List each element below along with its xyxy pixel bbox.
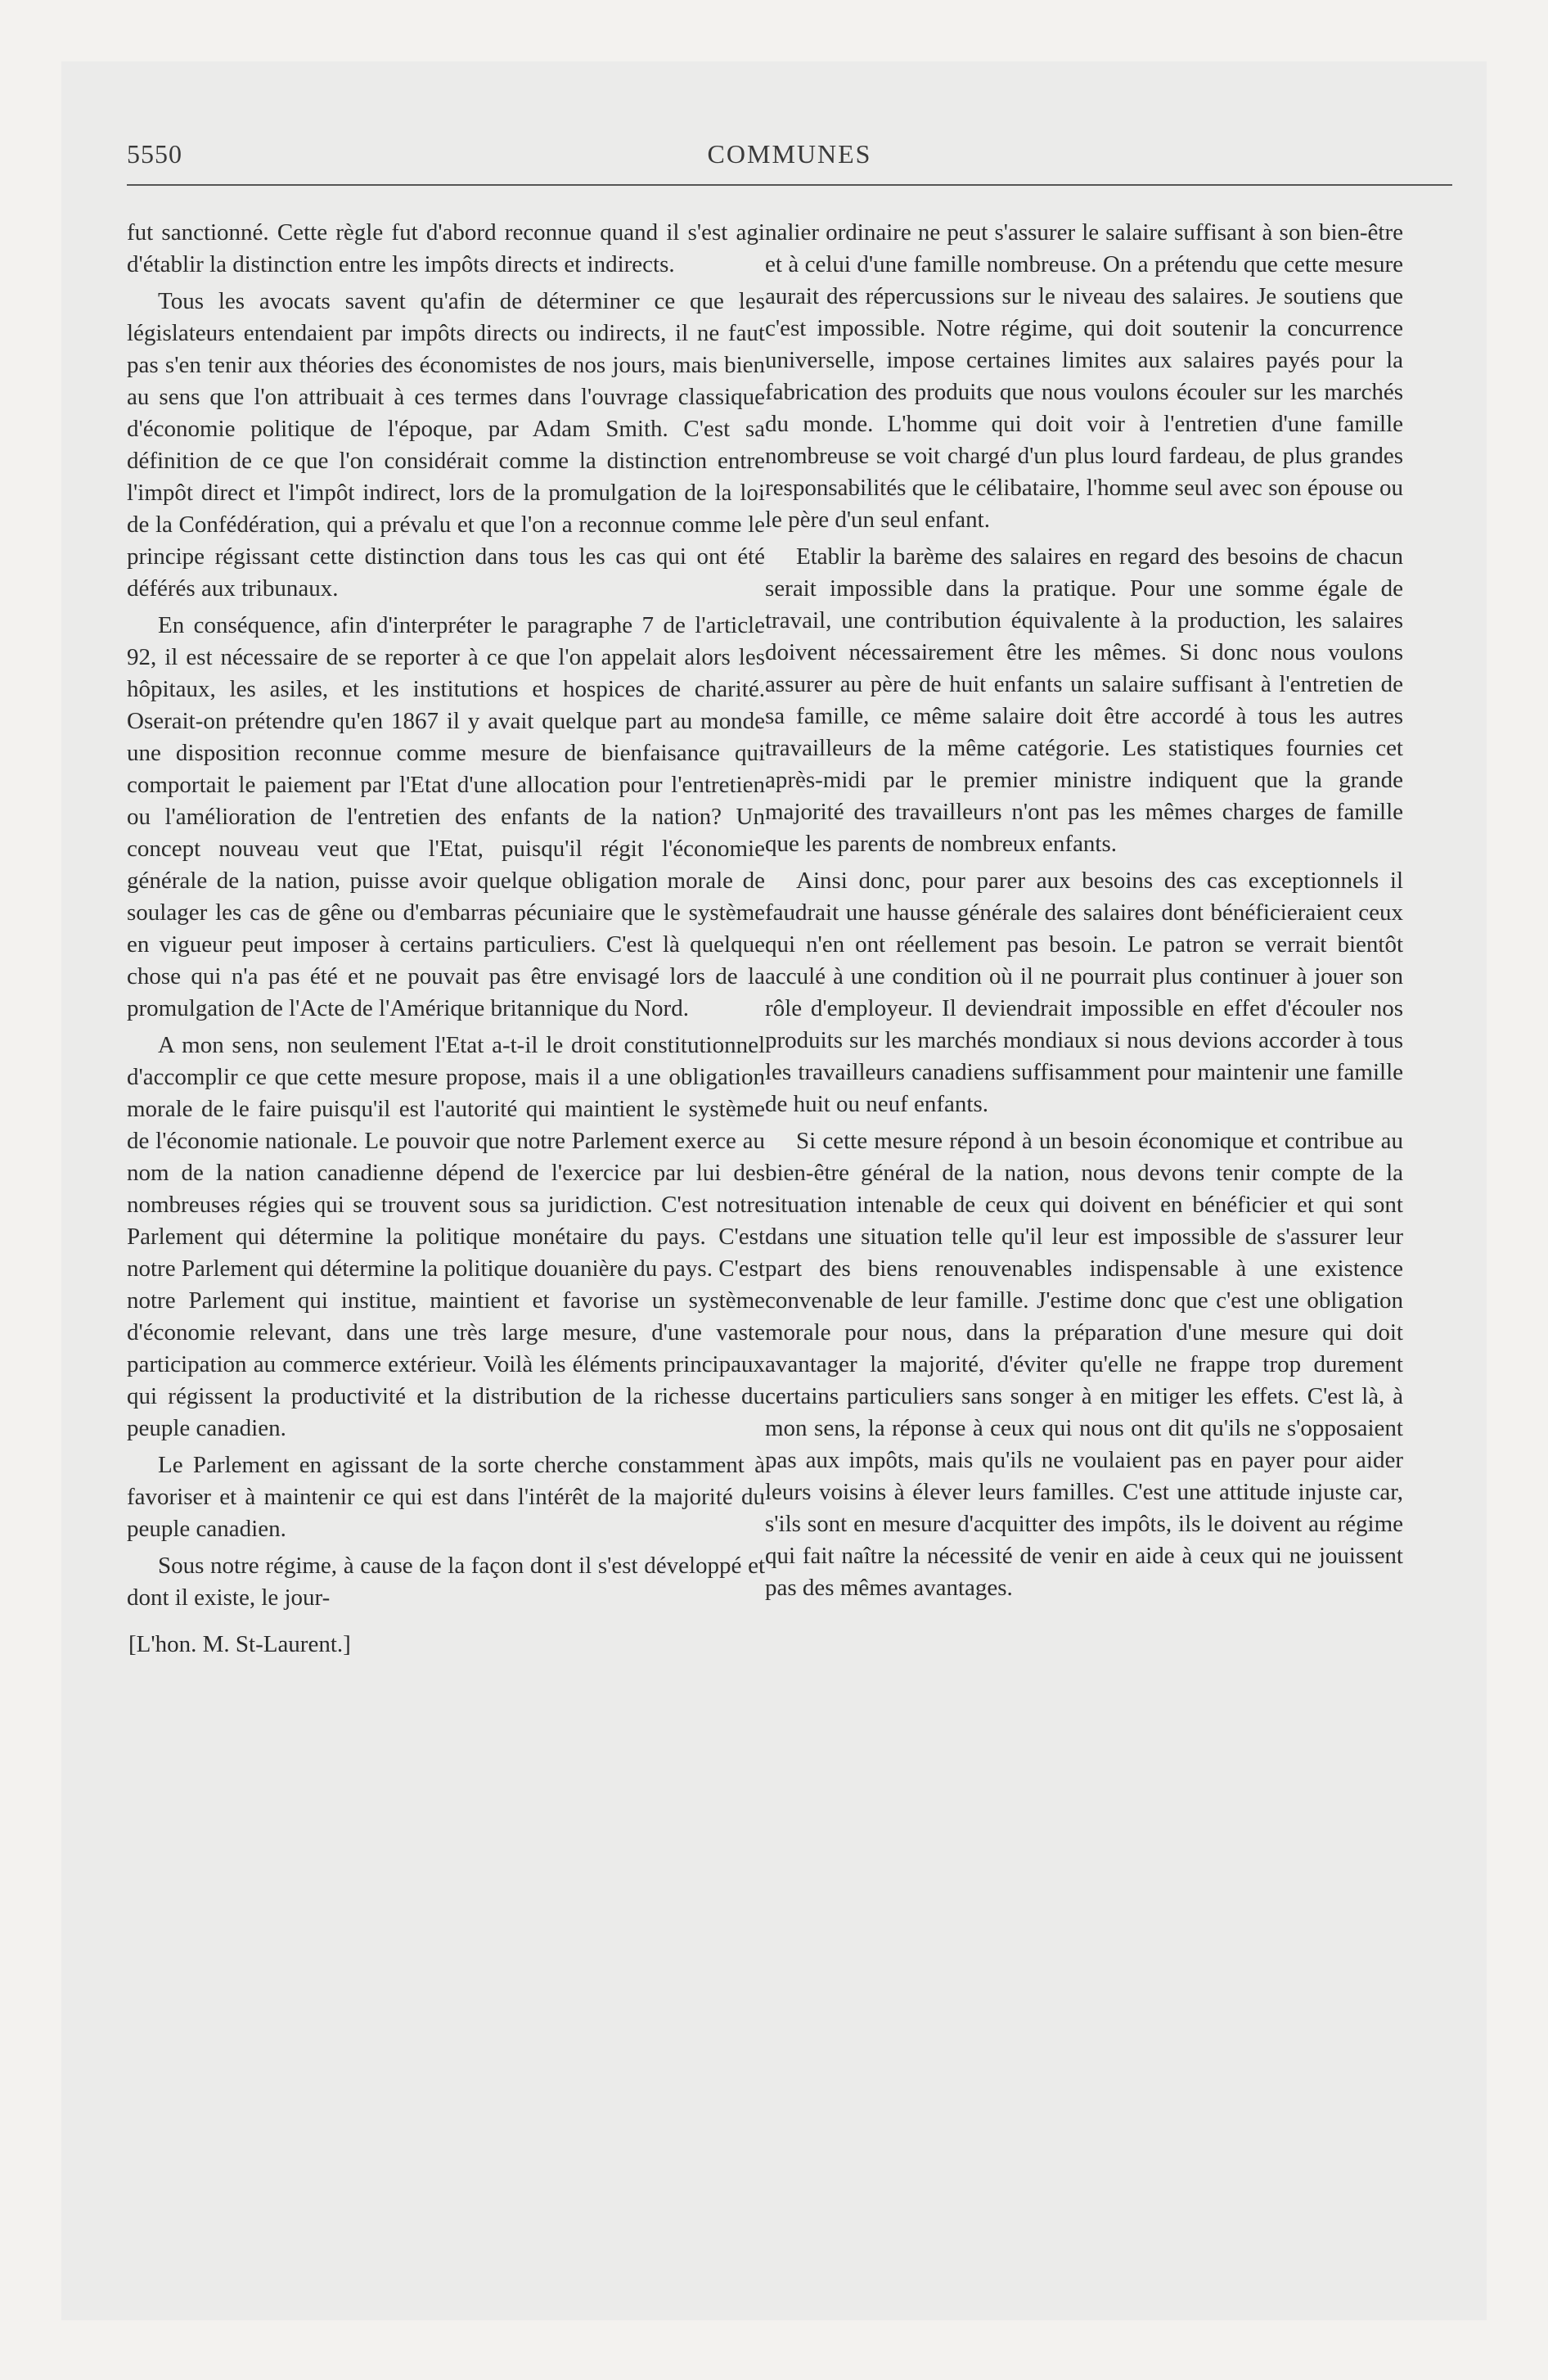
page-number: 5550 (127, 139, 182, 169)
paragraph: nalier ordinaire ne peut s'assurer le salaire suffisant à son bien-être et à celui d'une famille nombreuse. On a prétendu que cette mesure aurait des répercussions sur le niveau des salaires. Je soutiens que c'est impossible. Notre régime, qui doit soutenir la concurrence universelle, impose certaines limites aux salaires payés pour la fabrication des produits que nous voulons écouler sur les marchés du monde. L'homme qui doit voir à l'entretien d'une famille nombreuse se voit chargé d'un plus lourd fardeau, de plus grandes responsabilités que le célibataire, l'homme seul avec son épouse ou le père d'un seul enfant. (765, 219, 1403, 533)
document-page (61, 61, 1487, 2320)
paragraph: Si cette mesure répond à un besoin économique et contribue au bien-être général de la nation, nous devons tenir compte de la situation intenable de ceux qui doivent en bénéficier et qui sont dans une situation telle qu'il leur est impossible de s'assurer leur part des biens renouvenables indispensable à une existence convenable de leur famille. J'estime donc que c'est une obligation morale pour nous, dans la préparation d'une mesure qui doit avantager la majorité, d'éviter qu'elle ne frappe trop durement certains particuliers sans songer à en mitiger les effets. C'est là, à mon sens, la réponse à ceux qui nous ont dit qu'ils ne s'opposaient pas aux impôts, mais qu'ils ne voulaient pas en payer pour aider leurs voisins à élever leurs familles. C'est une attitude injuste car, s'ils sont en mesure d'acquitter des impôts, ils le doivent au régime qui fait naître la nécessité de venir en aide à ceux qui ne jouissent pas des mêmes avantages. (765, 1128, 1403, 1601)
paragraph: A mon sens, non seulement l'Etat a-t-il le droit constitutionnel d'accomplir ce que cette mesure propose, mais il a une obligation morale de le faire puisqu'il est l'autorité qui maintient le système de l'économie nationale. Le pouvoir que notre Parlement exerce au nom de la nation canadienne dépend de l'exercice par lui des nombreuses régies qui se trouvent sous sa juridiction. C'est notre Parlement qui détermine la politique monétaire du pays. C'est notre Parlement qui détermine la politique douanière du pays. C'est notre Parlement qui institue, maintient et favorise un système d'économie relevant, dans une très large mesure, d'une vaste participation au commerce extérieur. Voilà les éléments principaux qui régissent la productivité et la distribution de la richesse du peuple canadien. (127, 1032, 765, 1441)
paragraph: En conséquence, afin d'interpréter le paragraphe 7 de l'article 92, il est nécessaire de se reporter à ce que l'on appelait alors les hôpitaux, les asiles, et les institutions et hospices de charité. Oserait-on prétendre qu'en 1867 il y avait quelque part au monde une disposition reconnue comme mesure de bienfaisance qui comportait le paiement par l'Etat d'une allocation pour l'entretien ou l'amélioration de l'entretien des enfants de la nation? Un concept nouveau veut que l'Etat, puisqu'il régit l'économie générale de la nation, puisse avoir quelque obligation morale de soulager les cas de gêne ou d'embarras pécuniaire que le système en vigueur peut imposer à certains particuliers. C'est là quelque chose qui n'a pas été et ne pouvait pas être envisagé lors de la promulgation de l'Acte de l'Amérique britannique du Nord. (127, 612, 765, 1021)
paragraph: Etablir la barème des salaires en regard des besoins de chacun serait impossible dans la pratique. Pour une somme égale de travail, une contribution équivalente à la production, les salaires doivent nécessairement être les mêmes. Si donc nous voulons assurer au père de huit enfants un salaire suffisant à l'entretien de sa famille, ce même salaire doit être accordé à tous les autres travailleurs de la même catégorie. Les statistiques fournies cet après-midi par le premier ministre indiquent que la grande majorité des travailleurs n'ont pas les mêmes charges de famille que les parents de nombreux enfants. (765, 543, 1403, 857)
left-column (127, 217, 765, 1661)
header-rule (127, 184, 1452, 186)
paragraph: Tous les avocats savent qu'afin de déterminer ce que les législateurs entendaient par impôts directs ou indirects, il ne faut pas s'en tenir aux théories des économistes de nos jours, mais bien au sens que l'on attribuait à ces termes dans l'ouvrage classique d'économie politique de l'époque, par Adam Smith. C'est sa définition de ce que l'on considérait comme la distinction entre l'impôt direct et l'impôt indirect, lors de la promulgation de la loi de la Confédération, qui a prévalu et que l'on a reconnue comme le principe régissant cette distinction dans tous les cas qui ont été déférés aux tribunaux. (127, 288, 765, 602)
paragraph: Sous notre régime, à cause de la façon dont il s'est développé et dont il existe, le jour- (127, 1553, 765, 1611)
running-head: COMMUNES (707, 139, 872, 169)
paragraph: Le Parlement en agissant de la sorte cherche constamment à favoriser et à maintenir ce qui est dans l'intérêt de la majorité du peuple canadien. (127, 1452, 765, 1542)
page-header (127, 139, 1452, 188)
right-column (765, 217, 1403, 1609)
paragraph: fut sanctionné. Cette règle fut d'abord reconnue quand il s'est agi d'établir la distinction entre les impôts directs et indirects. (127, 219, 765, 277)
paragraph: Ainsi donc, pour parer aux besoins des cas exceptionnels il faudrait une hausse générale des salaires dont bénéficieraient ceux qui n'en ont réellement pas besoin. Le patron se verrait bientôt acculé à une condition où il ne pourrait plus continuer à jouer son rôle d'employeur. Il deviendrait impossible en effet d'écouler nos produits sur les marchés mondiaux si nous devions accorder à tous les travailleurs canadiens suffisamment pour maintenir une famille de huit ou neuf enfants. (765, 868, 1403, 1117)
speaker-tag: [L'hon. M. St-Laurent.] (128, 1631, 351, 1657)
